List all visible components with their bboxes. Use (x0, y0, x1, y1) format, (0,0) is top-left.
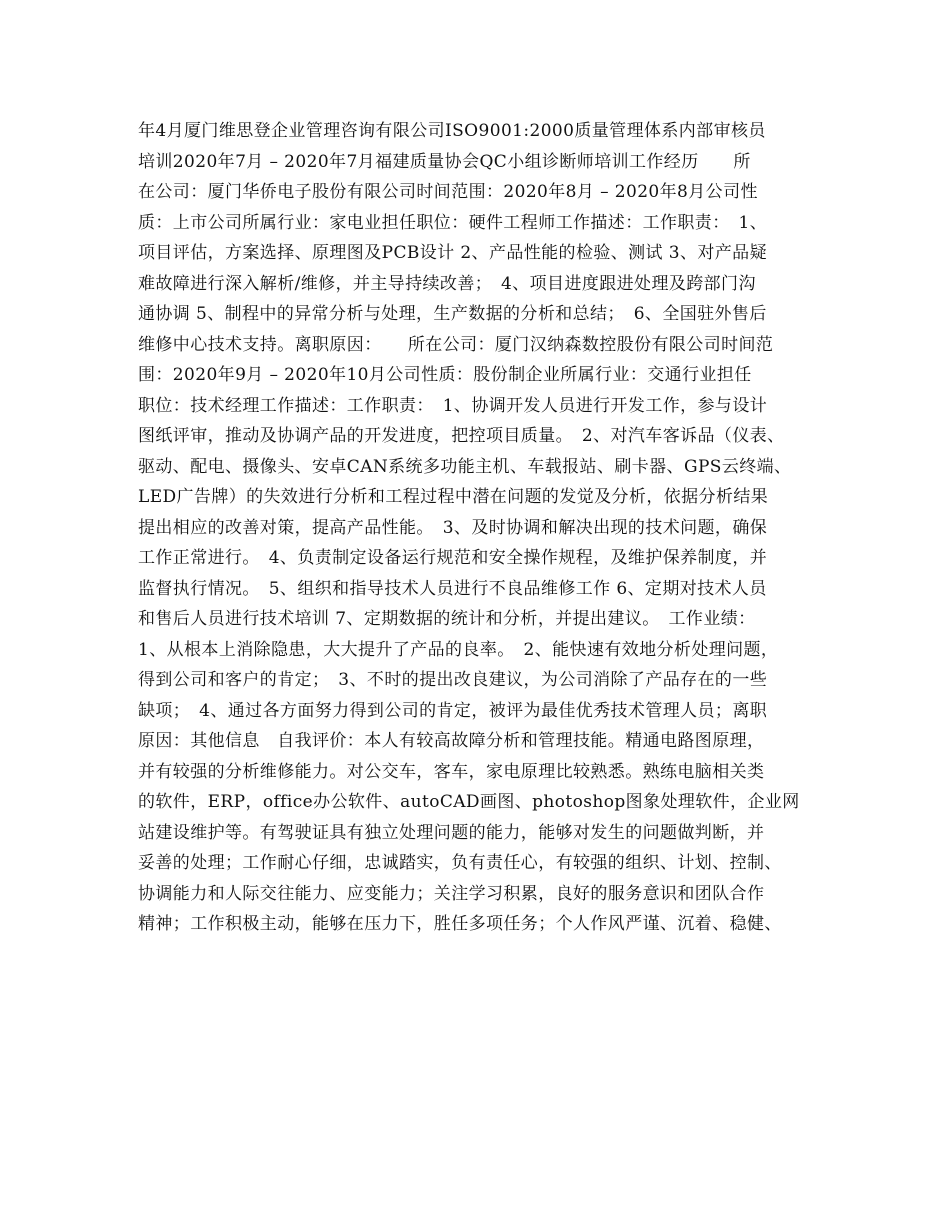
text-line: LED广告牌）的失效进行分析和工程过程中潜在问题的发觉及分析，依据分析结果 (138, 487, 769, 507)
text-line: 并有较强的分析维修能力。对公交车，客车，家电原理比较熟悉。熟练电脑相关类 (138, 761, 765, 782)
text-line: 妥善的处理；工作耐心仔细，忠诚踏实，负有责任心，有较强的组织、计划、控制、 (138, 853, 782, 873)
resume-text-block (138, 116, 818, 940)
text-line: 质：上市公司所属行业：家电业担任职位：硬件工程师工作描述：工作职责： 1、 (138, 212, 768, 233)
text-line: 年4月厦门维思登企业管理咨询有限公司ISO9001:2000质量管理体系内部审核员 (138, 121, 766, 141)
text-line: 协调能力和人际交往能力、应变能力；关注学习积累，良好的服务意识和团队合作 (138, 883, 765, 904)
text-line: 得到公司和客户的肯定； 3、不时的提出改良建议，为公司消除了产品存在的一些 (138, 670, 768, 690)
text-line: 站建设维护等。有驾驶证具有独立处理问题的能力，能够对发生的问题做判断，并 (138, 822, 765, 843)
text-line: 和售后人员进行技术培训 7、定期数据的统计和分析，并提出建议。 工作业绩： (138, 609, 756, 629)
text-line: 围：2020年9月 – 2020年10月公司性质：股份制企业所属行业：交通行业担任 (138, 365, 752, 385)
text-line: 的软件，ERP，office办公软件、autoCAD画图、photoshop图象处理软件，企业网 (138, 792, 800, 812)
text-line: 提出相应的改善对策，提高产品性能。 3、及时协调和解决出现的技术问题，确保 (138, 517, 768, 538)
text-line: 图纸评审，推动及协调产品的开发进度，把控项目质量。 2、对汽车客诉品（仪表、 (138, 426, 785, 446)
text-line: 驱动、配电、摄像头、安卓CAN系统多功能主机、车载报站、刷卡器、GPS云终端、 (138, 456, 792, 477)
text-line: 培训2020年7月 – 2020年7月福建质量协会QC小组诊断师培训工作经历 所 (138, 151, 751, 172)
text-line: 1、从根本上消除隐患，大大提升了产品的良率。 2、能快速有效地分析处理问题， (138, 639, 779, 660)
text-line: 精神；工作积极主动，能够在压力下，胜任多项任务；个人作风严谨、沉着、稳健、 (138, 914, 782, 934)
text-line: 缺项； 4、通过各方面努力得到公司的肯定，被评为最佳优秀技术管理人员；离职 (138, 700, 768, 721)
text-line: 工作正常进行。 4、负责制定设备运行规范和安全操作规程，及维护保养制度，并 (138, 548, 768, 568)
text-line: 维修中心技术支持。离职原因： 所在公司：厦门汉纳森数控股份有限公司时间范 (138, 334, 774, 355)
text-line: 通协调 5、制程中的异常分析与处理，生产数据的分析和总结； 6、全国驻外售后 (138, 304, 767, 324)
text-line: 项目评估，方案选择、原理图及PCB设计 2、产品性能的检验、测试 3、对产品疑 (138, 243, 767, 263)
text-line: 监督执行情况。 5、组织和指导技术人员进行不良品维修工作 6、定期对技术人员 (138, 578, 767, 599)
text-line: 难故障进行深入解析/维修，并主导持续改善； 4、项目进度跟进处理及跨部门沟 (138, 273, 756, 294)
text-line: 职位：技术经理工作描述：工作职责： 1、协调开发人员进行开发工作，参与设计 (138, 395, 768, 416)
text-line: 在公司：厦门华侨电子股份有限公司时间范围：2020年8月 – 2020年8月公司性 (138, 182, 758, 202)
text-line: 原因：其他信息 自我评价：本人有较高故障分析和管理技能。精通电路图原理， (138, 731, 765, 751)
